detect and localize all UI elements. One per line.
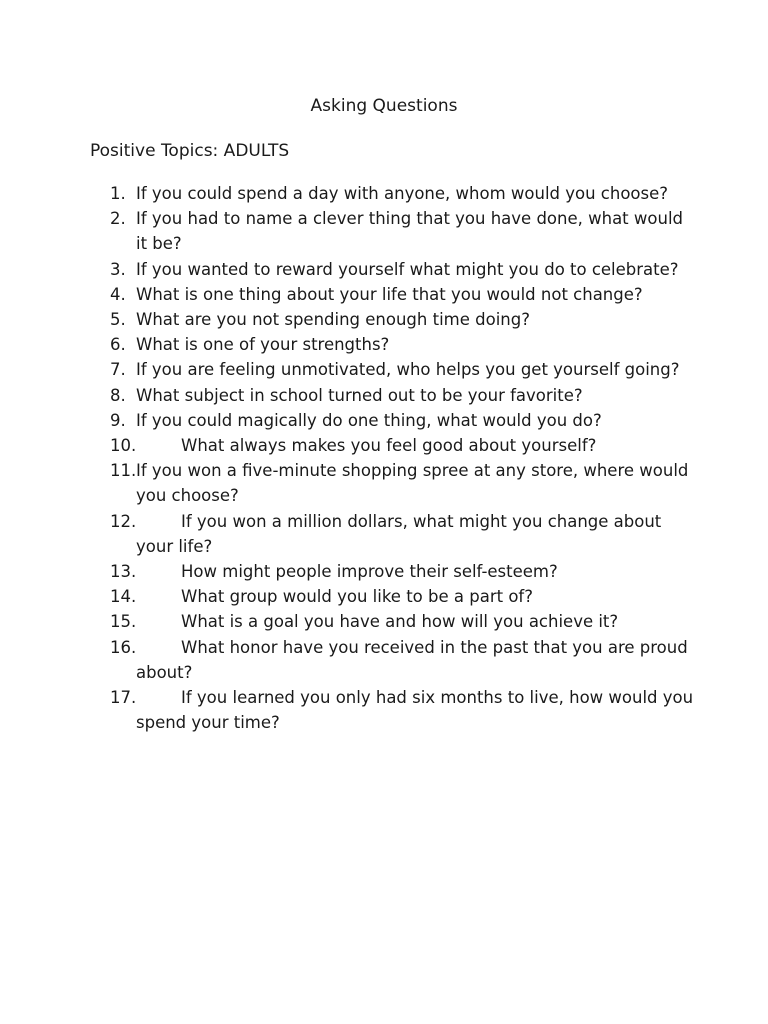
question-item-5: [0, 307, 768, 332]
question-item-9: [0, 408, 768, 433]
question-number: 4.: [110, 284, 126, 304]
question-text: If you won a five-minute shopping spree at any store, where would you choose?: [136, 461, 689, 506]
question-item-6: [0, 332, 768, 357]
question-item-13: [0, 559, 768, 584]
section-heading: Positive Topics: ADULTS: [90, 141, 290, 161]
question-text: How might people improve their self-esteem?: [181, 562, 558, 582]
question-number: 13.: [110, 562, 137, 582]
question-text: If you won a million dollars, what might you change about your life?: [136, 511, 662, 556]
question-text: If you could magically do one thing, what would you do?: [136, 410, 602, 430]
question-number: 10.: [110, 436, 137, 456]
question-text: If you learned you only had six months to live, how would you spend your time?: [136, 688, 694, 733]
question-number: 6.: [110, 335, 126, 355]
question-item-12: [0, 509, 768, 559]
question-item-10: [0, 433, 768, 458]
question-item-3: [0, 257, 768, 282]
question-number: 5.: [110, 310, 126, 330]
question-number: 1.: [110, 184, 126, 203]
question-number: 15.: [110, 612, 137, 632]
question-text: What is one thing about your life that you would not change?: [136, 284, 643, 304]
question-text: If you had to name a clever thing that you have done, what would it be?: [136, 209, 684, 254]
question-item-14: [0, 584, 768, 609]
question-number: 16.: [110, 637, 137, 657]
question-item-7: [0, 357, 768, 382]
question-number: 12.: [110, 511, 137, 531]
document-title: Asking Questions: [310, 96, 458, 116]
question-item-15: [0, 609, 768, 634]
question-number: 2.: [110, 209, 126, 229]
question-text: What honor have you received in the past that you are proud about?: [136, 637, 688, 682]
question-text: What is one of your strengths?: [136, 335, 390, 355]
question-text: If you are feeling unmotivated, who helps you get yourself going?: [136, 360, 680, 380]
question-list: [0, 181, 768, 735]
question-number: 3.: [110, 259, 126, 279]
question-text: If you could spend a day with anyone, whom would you choose?: [136, 184, 669, 203]
question-item-8: [0, 383, 768, 408]
question-item-11: [0, 458, 768, 508]
question-item-16: [0, 635, 768, 685]
question-text: What is a goal you have and how will you achieve it?: [181, 612, 619, 632]
question-text: What group would you like to be a part of?: [181, 587, 533, 607]
question-number: 11.: [110, 461, 137, 481]
question-number: 7.: [110, 360, 126, 380]
question-text: What always makes you feel good about yourself?: [181, 436, 597, 456]
question-text: What subject in school turned out to be your favorite?: [136, 385, 583, 405]
question-text: What are you not spending enough time doing?: [136, 310, 530, 330]
question-text: If you wanted to reward yourself what might you do to celebrate?: [136, 259, 679, 279]
question-item-1: [0, 181, 768, 206]
question-item-2: [0, 206, 768, 256]
question-number: 8.: [110, 385, 126, 405]
question-number: 17.: [110, 688, 137, 708]
question-item-17: [0, 685, 768, 735]
question-number: 9.: [110, 410, 126, 430]
question-number: 14.: [110, 587, 137, 607]
question-item-4: [0, 282, 768, 307]
